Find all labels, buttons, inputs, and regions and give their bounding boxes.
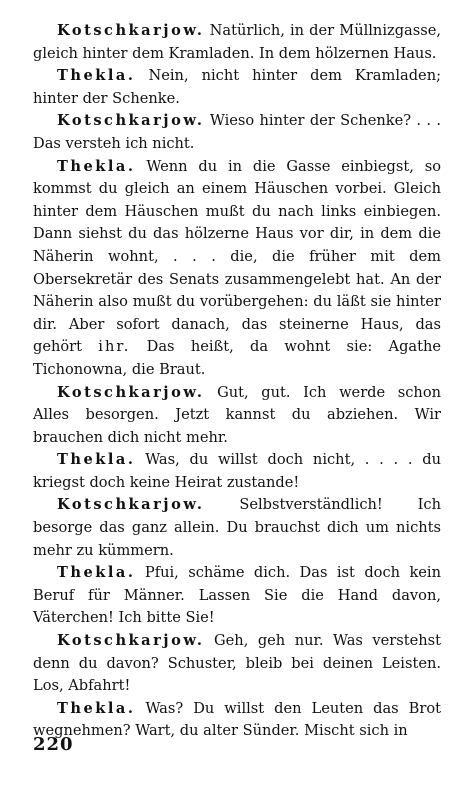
speech-text: Wenn du in die Gasse einbiegst, so kommst du gleich an einem Häuschen vorbei. Gleich hinter dem Häuschen mußt du nach links einbiegen. Dann siehst du das hölzerne Haus vor dir, in dem die Näherin wohnt, . . . die, die früher mit dem Obersekretär des Senats zusammengelebt hat. An der Näherin also mußt du vorübergehen: du läßt sie hinter dir. Aber sofort danach, das steinerne Haus, das gehört [33, 157, 442, 356]
speaker-name: Kotschkarjow. [57, 22, 205, 39]
dialogue-paragraph-2 [33, 65, 441, 110]
speaker-name: Thekla. [57, 451, 136, 469]
dialogue-paragraph-7 [33, 494, 441, 562]
dialogue-paragraph-1 [33, 20, 441, 65]
speaker-name: Kotschkarjow. [57, 496, 205, 514]
speaker-name: Thekla. [57, 157, 136, 175]
book-page [33, 20, 441, 743]
speech-text: Was, du willst doch nicht, . . . . du kriegst doch keine Heirat zustande! [33, 451, 441, 491]
speech-text: Natürlich, in der Müllnizgasse, gleich hinter dem Kramladen. In dem hölzernen Haus. [33, 22, 441, 62]
dialogue-paragraph-3 [33, 110, 441, 155]
speech-text: Pfui, schäme dich. Das ist doch kein Beruf für Männer. Lassen Sie die Hand davon, Väterchen! Ich bitte Sie! [33, 564, 441, 627]
speech-text: Wieso hinter der Schenke? . . . Das versteh ich nicht. [33, 112, 441, 152]
speech-text: Selbstverständlich! Ich besorge das ganz allein. Du brauchst dich um nichts mehr zu kümmern. [33, 496, 441, 559]
speech-text: Geh, geh nur. Was verstehst denn du davon? Schuster, bleib bei deinen Leisten. Los, Abfahrt! [33, 632, 441, 695]
speech-text: Was? Du willst den Leuten das Brot wegnehmen? Wart, du alter Sünder. Mischt sich in [33, 699, 441, 740]
dialogue-paragraph-10 [33, 698, 441, 743]
dialogue-paragraph-8 [33, 562, 441, 630]
speech-text: Nein, nicht hinter dem Kramladen; hinter der Schenke. [33, 67, 442, 107]
speaker-name: Kotschkarjow. [57, 632, 205, 650]
speaker-name: Kotschkarjow. [57, 112, 205, 130]
emphasized-word: ihr. [98, 338, 131, 356]
speaker-name: Kotschkarjow. [57, 383, 205, 401]
speaker-name: Thekla. [57, 699, 136, 717]
dialogue-paragraph-9 [33, 630, 441, 698]
page-number: 220 [33, 734, 74, 755]
speaker-name: Thekla. [57, 67, 136, 85]
speech-text: Gut, gut. Ich werde schon Alles besorgen. Jetzt kannst du abziehen. Wir brauchen dich nicht mehr. [33, 383, 441, 446]
dialogue-paragraph-4 [33, 156, 441, 382]
dialogue-paragraph-6 [33, 449, 441, 494]
speech-text: Das heißt, da wohnt sie: Agathe Tichonowna, die Braut. [33, 338, 442, 378]
speaker-name: Thekla. [57, 564, 136, 582]
dialogue-paragraph-5 [33, 382, 441, 450]
